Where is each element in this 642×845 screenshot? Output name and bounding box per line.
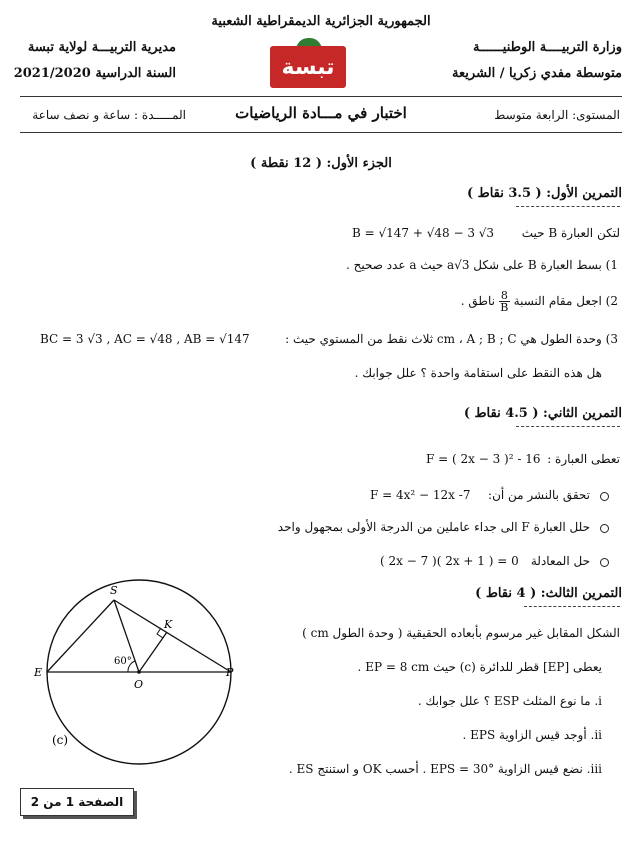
ex2-task-3-formula: ( 2x − 7 )( 2x + 1 ) = 0 bbox=[380, 554, 519, 568]
ex3-question-ii: ii. أوجد قيس الزاوية EPS . bbox=[462, 728, 602, 742]
bullet-icon bbox=[600, 492, 609, 501]
ex2-task-1-formula: F = 4x² − 12x -7 bbox=[370, 488, 471, 502]
center-point bbox=[137, 670, 141, 674]
ex2-task-2: حلل العبارة F الى جداء عاملين من الدرجة الأولى بمجهول واحد bbox=[277, 520, 590, 534]
ex3-question-i: i. ما نوع المثلث ESP ؟ علل جوابك . bbox=[417, 694, 602, 708]
ratio-fraction: $\frac{8}{B}$ bbox=[500, 289, 509, 314]
part1-title: الجزء الأول: ( 12 نقطة ) bbox=[250, 156, 392, 171]
exam-level: المستوى: الرابعة متوسط bbox=[494, 108, 620, 122]
republic-title: الجمهورية الجزائرية الديمقراطية الشعبية bbox=[211, 14, 431, 29]
ex1-question-3: 3) وحدة الطول هي cm ، A ; B ; C ثلاث نقط من المستوي حيث : bbox=[285, 332, 618, 346]
label-s: S bbox=[110, 584, 118, 597]
ex1-intro: لتكن العبارة B حيث bbox=[521, 226, 620, 240]
ex1-title-underline bbox=[516, 206, 620, 207]
label-e: E bbox=[34, 666, 43, 679]
ex1-question-3-values: BC = 3 √3 , AC = √48 , AB = √147 bbox=[40, 332, 250, 346]
ex2-task-1-text: تحقق بالنشر من أن: bbox=[488, 488, 590, 502]
ex1-question-1: 1) بسط العبارة B على شكل a√3 حيث a عدد صحيح . bbox=[346, 258, 618, 272]
school-year: السنة الدراسية 2021/2020 bbox=[13, 66, 176, 81]
circle-figure bbox=[34, 574, 240, 774]
label-p: P bbox=[226, 666, 234, 679]
ex2-intro: تعطى العبارة : bbox=[547, 452, 620, 466]
angle-label: 60° bbox=[114, 656, 132, 667]
page-number-box bbox=[20, 788, 134, 816]
ex1-formula-b: B = √147 + √48 − 3 √3 bbox=[352, 226, 495, 240]
ex3-given: يعطى [EP] قطر للدائرة (c) حيث EP = 8 cm . bbox=[357, 660, 602, 674]
bullet-icon bbox=[600, 558, 609, 567]
ministry-name: وزارة التربيــــة الوطنيــــــة bbox=[472, 40, 622, 55]
ex1-title: التمرين الأول: ( 3.5 نقاط ) bbox=[467, 186, 622, 201]
ex2-formula-f: F = ( 2x − 3 )² - 16 bbox=[426, 452, 541, 466]
exam-title: اختبار في مـــادة الرياضيات bbox=[235, 104, 407, 122]
label-o: O bbox=[134, 678, 144, 691]
ex2-title-underline bbox=[516, 426, 620, 427]
label-circle: (c) bbox=[52, 733, 69, 747]
page-number: الصفحة 1 من 2 bbox=[30, 795, 124, 809]
ex2-task-3-text: حل المعادلة bbox=[530, 554, 590, 568]
ex3-title: التمرين الثالث: ( 4 نقاط ) bbox=[475, 586, 622, 601]
label-k: K bbox=[164, 618, 173, 631]
ex3-title-underline bbox=[524, 606, 620, 607]
segment-se bbox=[47, 600, 114, 672]
bullet-icon bbox=[600, 524, 609, 533]
ex2-title: التمرين الثاني: ( 4.5 نقاط ) bbox=[463, 406, 622, 421]
header-divider-bottom bbox=[20, 132, 622, 133]
ex1-question-3b: هل هذه النقط على استقامة واحدة ؟ علل جوابك . bbox=[354, 366, 602, 380]
ex3-question-iii: iii. نضع قيس الزاوية EPS = 30° . أحسب OK و استنتج ES . bbox=[288, 762, 602, 776]
ex3-intro: الشكل المقابل غير مرسوم بأبعاده الحقيقية ( وحدة الطول cm ) bbox=[302, 626, 620, 640]
school-name: متوسطة مفدي زكريا / الشريعة bbox=[452, 66, 622, 81]
directorate-name: مديرية التربيـــة لولاية تبسة bbox=[27, 40, 176, 55]
tebessa-logo: تبسة bbox=[270, 46, 346, 88]
ex1-question-2: 2) اجعل مقام النسبة $\frac{8}{B}$ ناطق . bbox=[460, 289, 618, 314]
header-divider-top bbox=[20, 96, 622, 97]
exam-duration: المـــــدة : ساعة و نصف ساعة bbox=[32, 108, 186, 122]
